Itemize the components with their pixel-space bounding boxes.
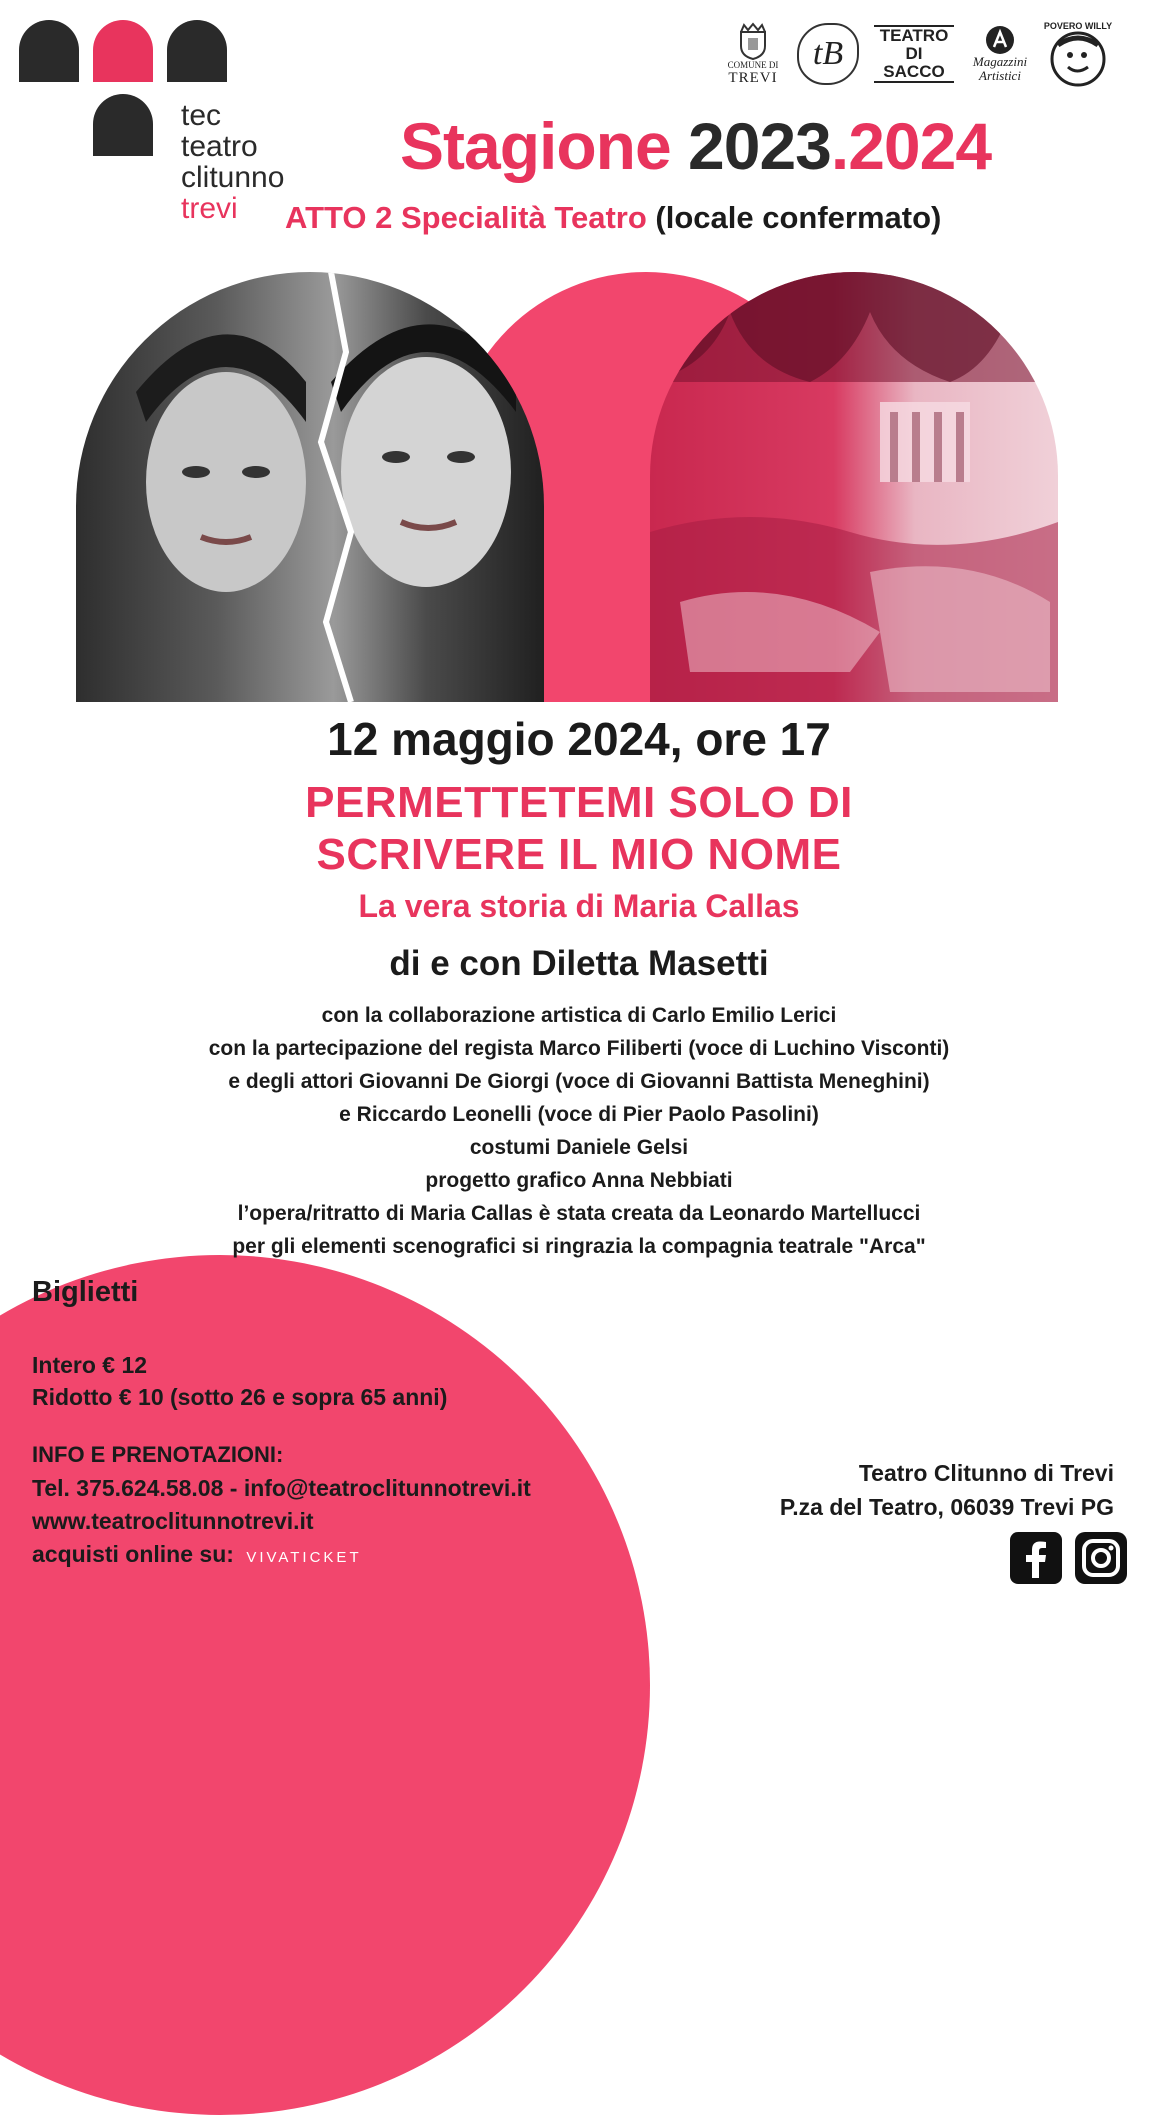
povero-willy-logo: [1043, 14, 1113, 94]
magazzini-text: Magazzini Artistici: [972, 54, 1028, 83]
hero-image: [76, 272, 1058, 702]
ticket-intero: Intero € 12: [32, 1352, 148, 1378]
locale-note: (locale confermato): [655, 200, 942, 235]
comune-trevi-logo: [720, 14, 786, 94]
logo-line-trevi: trevi: [181, 192, 238, 225]
credit-line: l’opera/ritratto di Maria Callas è stata creata da Leonardo Martellucci: [237, 1202, 921, 1225]
teatro-di-sacco-logo: [872, 14, 956, 94]
logo-arch-2: [93, 20, 153, 82]
logo-arch-4: [93, 94, 153, 156]
season-subtitle: [285, 200, 941, 236]
event-date: 12 maggio 2024, ore 17: [327, 713, 831, 765]
event-subtitle: La vera storia di Maria Callas: [358, 888, 800, 924]
contact-line: Tel. 375.624.58.08 - info@teatroclitunnotrevi.it: [32, 1475, 531, 1501]
event-title-line1: PERMETTETEMI SOLO DI: [305, 778, 853, 827]
credit-line: con la partecipazione del regista Marco Filiberti (voce di Luchino Visconti): [208, 1037, 950, 1060]
facebook-icon[interactable]: [1010, 1532, 1062, 1584]
comune-name: TREVI: [728, 69, 778, 86]
logo-text: [181, 100, 284, 224]
online-purchase: [32, 1541, 362, 1568]
credit-line: e Riccardo Leonelli (voce di Pier Paolo Pasolini): [339, 1103, 819, 1126]
event-author: di e con Diletta Masetti: [389, 944, 769, 983]
atto-label: ATTO 2 Specialità Teatro: [285, 200, 647, 235]
logo-arch-3: [167, 20, 227, 82]
logo-arch-1: [19, 20, 79, 82]
logo-line-teatro: teatro: [181, 130, 258, 163]
painting-arch: [650, 272, 1058, 702]
credits-list: [0, 999, 1158, 1263]
info-heading: INFO E PRENOTAZIONI:: [32, 1442, 284, 1467]
magazzini-artistici-logo: [964, 14, 1036, 94]
venue-name: Teatro Clitunno di Trevi: [858, 1460, 1114, 1486]
credit-line: costumi Daniele Gelsi: [469, 1136, 689, 1159]
vivaticket-logo[interactable]: VIVATICKET: [246, 1549, 362, 1566]
instagram-icon[interactable]: [1075, 1532, 1127, 1584]
venue-address: P.za del Teatro, 06039 Trevi PG: [779, 1494, 1114, 1520]
coat-of-arms-icon: [736, 22, 770, 60]
portrait-silhouettes: [76, 272, 544, 702]
tickets-heading: Biglietti: [32, 1276, 139, 1308]
year-start: 2023: [688, 109, 831, 183]
ticket-ridotto: Ridotto € 10 (sotto 26 e sopra 65 anni): [32, 1384, 448, 1410]
teatro-tb-logo: [796, 14, 860, 94]
season-title: [400, 108, 991, 184]
povero-willy-face-icon: [1050, 31, 1106, 87]
year-end: .2024: [830, 109, 992, 183]
website-link[interactable]: www.teatroclitunnotrevi.it: [32, 1508, 314, 1534]
credit-line: con la collaborazione artistica di Carlo Emilio Lerici: [321, 1004, 837, 1027]
painting-scene: [650, 272, 1058, 702]
online-label: acquisti online su:: [32, 1541, 234, 1567]
teatro-di-sacco-text: TEATRO DI SACCO: [874, 25, 954, 83]
logo-line-clitunno: clitunno: [181, 161, 285, 194]
credit-line: per gli elementi scenografici si ringrazia la compagnia teatrale "Arca": [232, 1235, 926, 1258]
tb-mark: tB: [797, 23, 859, 85]
event-title-line2: SCRIVERE IL MIO NOME: [316, 830, 842, 879]
povero-willy-text: POVERO WILLY: [1043, 21, 1113, 31]
portrait-photo-arch: [76, 272, 544, 702]
stagione-word: Stagione: [400, 109, 671, 183]
magazzini-a-icon: [985, 25, 1015, 55]
logo-line-tec: tec: [181, 99, 222, 132]
credit-line: e degli attori Giovanni De Giorgi (voce di Giovanni Battista Meneghini): [228, 1070, 930, 1093]
credit-line: progetto grafico Anna Nebbiati: [425, 1169, 733, 1192]
comune-label: COMUNE DI: [727, 59, 779, 70]
